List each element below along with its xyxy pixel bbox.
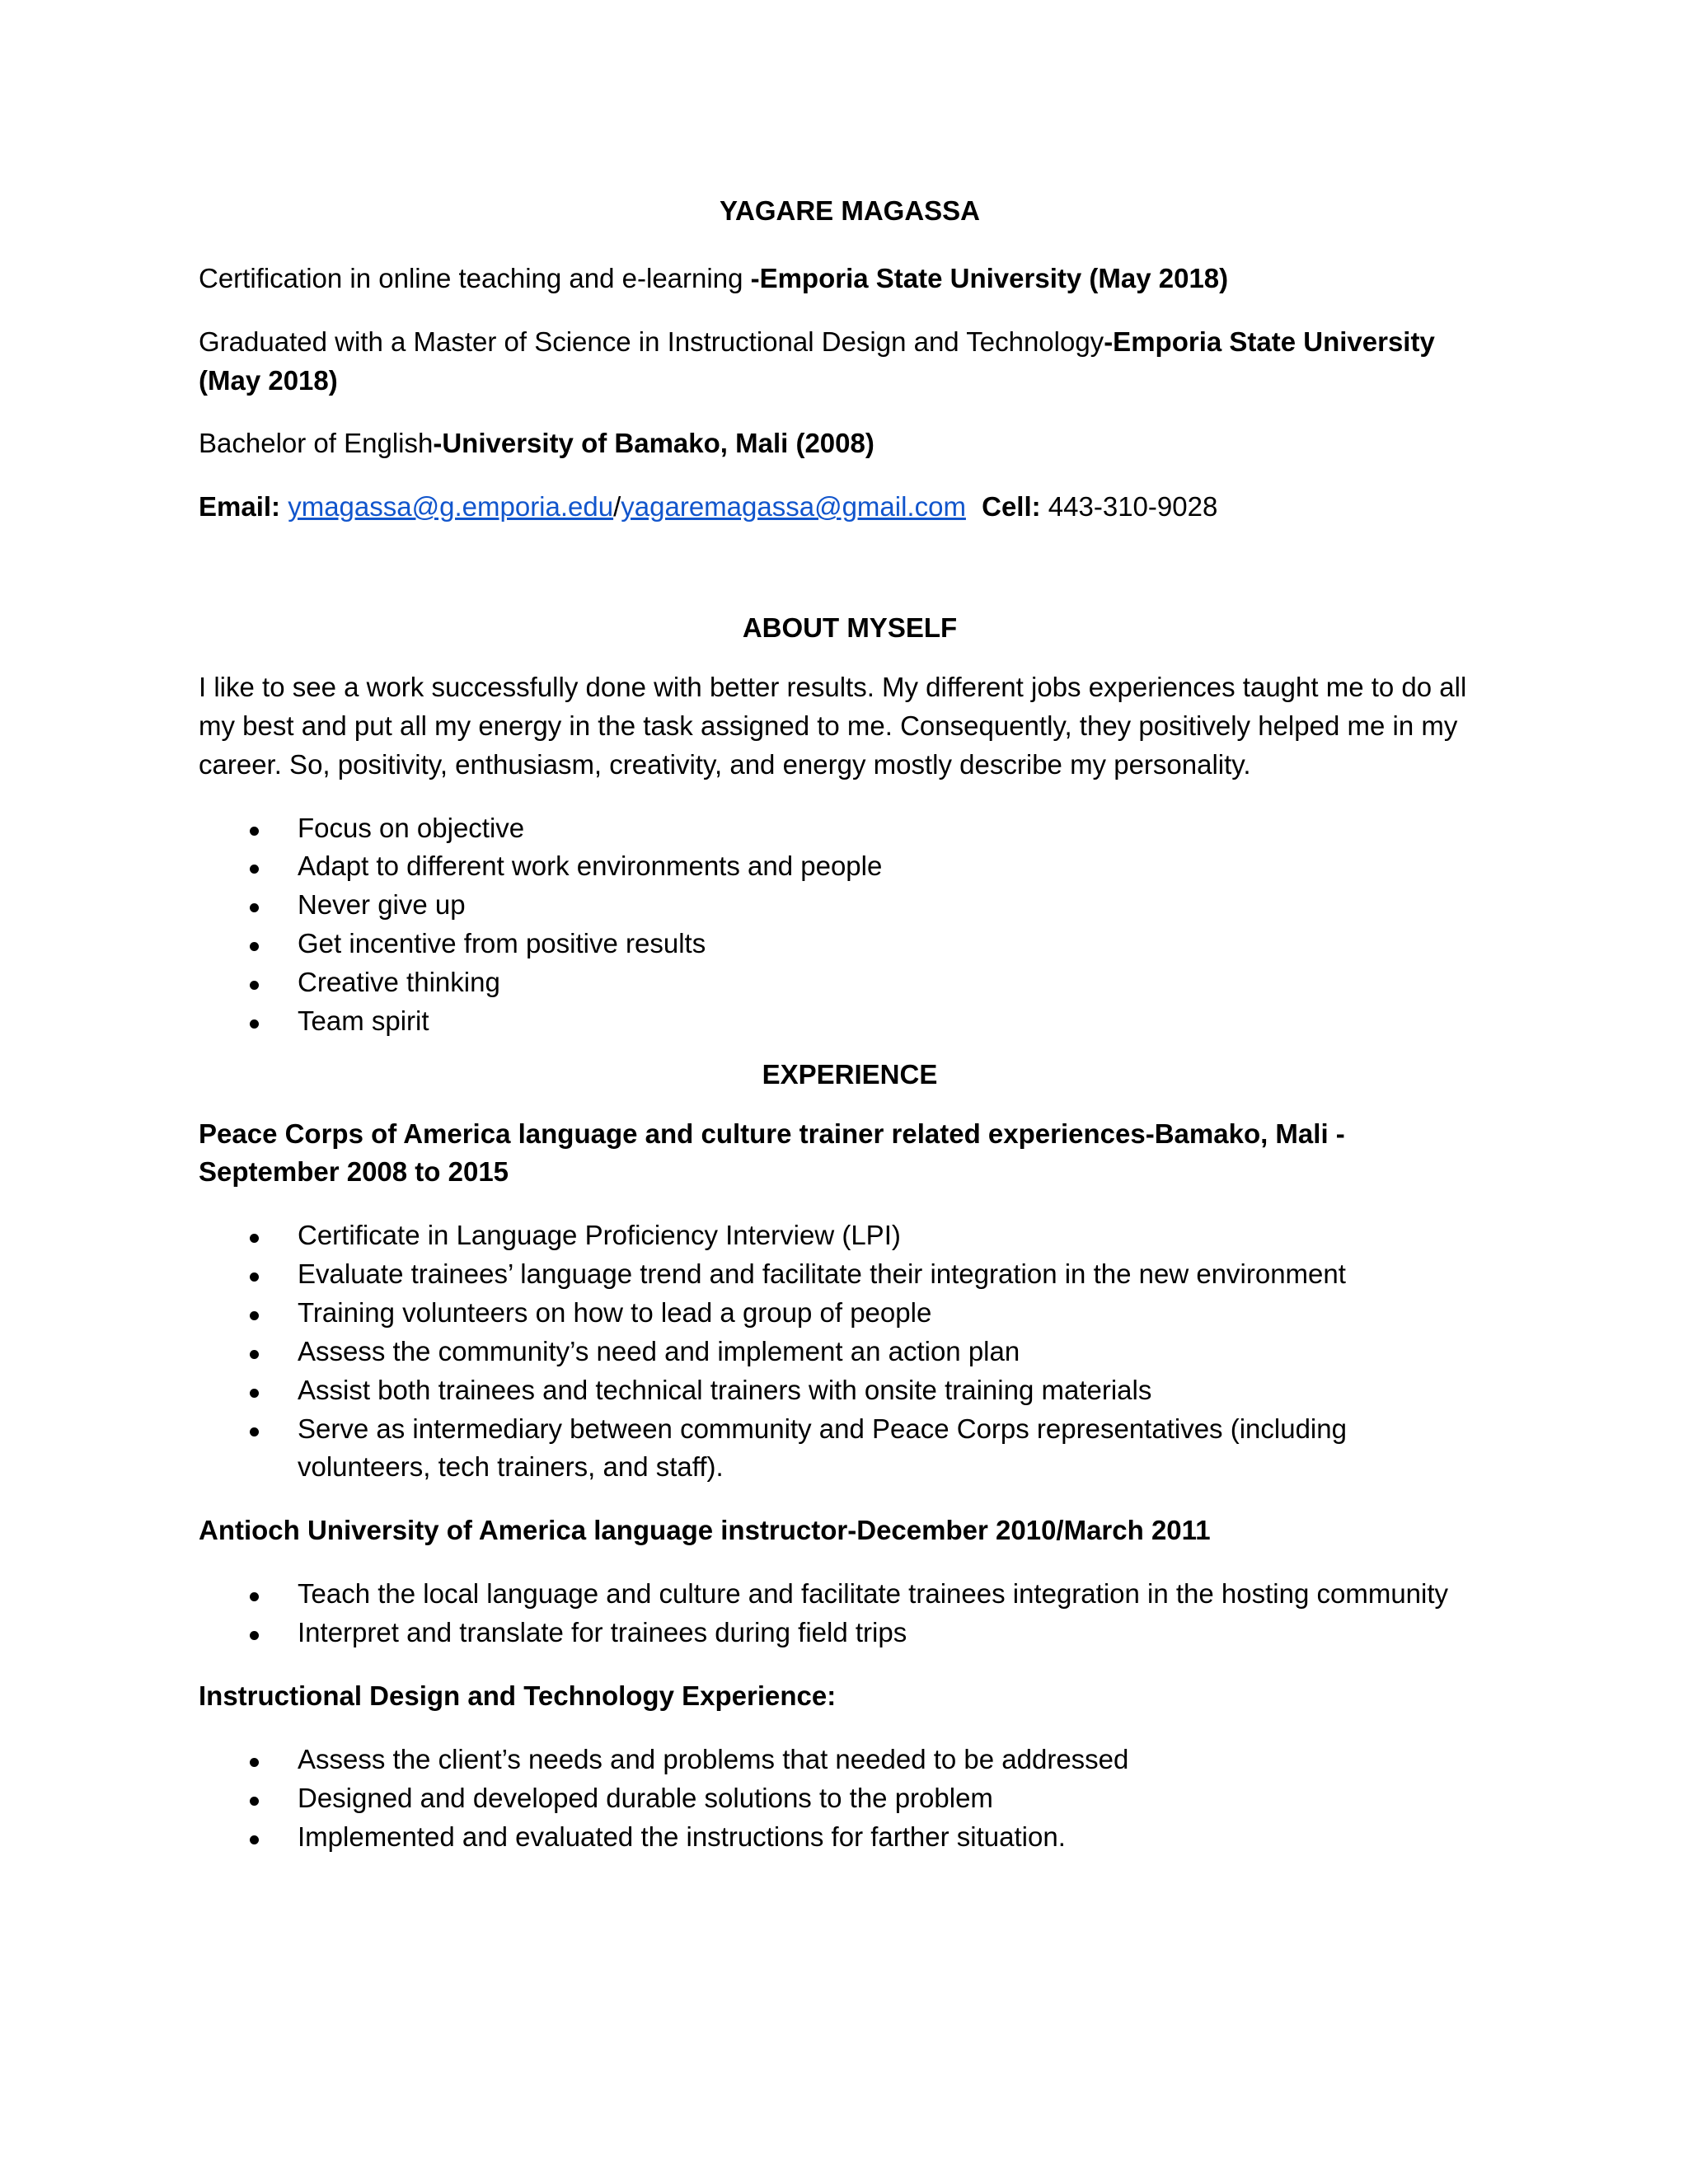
bullet-icon xyxy=(250,865,259,874)
about-paragraph: I like to see a work successfully done with better results. My different jobs experiences taught me to do all my best and put all my energy in the task assigned to me. Consequently, they positively helped me in my career. So, positivity, enthusiasm, creativity, and energy mostly describe my personality. xyxy=(199,672,1467,780)
bullet-icon xyxy=(250,981,259,990)
list-item-text: Creative thinking xyxy=(298,967,500,998)
bullet-icon xyxy=(250,1427,259,1436)
list-item-text: Interpret and translate for trainees during field trips xyxy=(298,1617,907,1648)
list-item xyxy=(199,809,1501,848)
list-item-text: Certificate in Language Proficiency Interview (LPI) xyxy=(298,1220,901,1251)
list-item-text: Assess the community’s need and implement an action plan xyxy=(298,1335,1020,1366)
list-item xyxy=(199,1741,1501,1779)
masters-institution: -Emporia State University (May 2018) xyxy=(199,326,1435,396)
list-item-text: Get incentive from positive results xyxy=(298,928,706,959)
list-item xyxy=(199,1333,1501,1371)
bachelor-institution: -University of Bamako, Mali (2008) xyxy=(433,428,874,459)
email-label: Email: xyxy=(199,491,281,523)
email-separator: / xyxy=(613,491,621,523)
email-link-secondary[interactable]: yagaremagassa@gmail.com xyxy=(621,491,966,523)
bullet-icon xyxy=(250,1311,259,1320)
certification-text: Certification in online teaching and e-learning xyxy=(199,262,751,293)
bullet-icon xyxy=(250,1350,259,1359)
masters-text: Graduated with a Master of Science in Instructional Design and Technology xyxy=(199,326,1104,357)
antioch-list xyxy=(199,1575,1501,1652)
list-item-text: Adapt to different work environments and people xyxy=(298,851,883,882)
resume-page xyxy=(199,192,1501,1856)
list-item xyxy=(199,925,1501,963)
list-item-text: Serve as intermediary between community and Peace Corps representatives (including volunteers, tech trainers, and staff). xyxy=(298,1413,1347,1483)
list-item-text: Assess the client’s needs and problems that needed to be addressed xyxy=(298,1743,1129,1774)
bullet-icon xyxy=(250,1631,259,1640)
bullet-icon xyxy=(250,1389,259,1398)
cell-label: Cell: xyxy=(982,491,1041,523)
list-item xyxy=(199,1216,1501,1255)
bullet-icon xyxy=(250,1835,259,1844)
list-item-text: Team spirit xyxy=(298,1005,429,1036)
bullet-icon xyxy=(250,1019,259,1029)
bullet-icon xyxy=(250,827,259,836)
bullet-icon xyxy=(250,1272,259,1282)
list-item xyxy=(199,1255,1501,1294)
list-item xyxy=(199,1002,1501,1041)
list-item-text: Assist both trainees and technical trainers with onsite training materials xyxy=(298,1374,1152,1405)
list-item xyxy=(199,886,1501,925)
list-item-text: Focus on objective xyxy=(298,812,525,843)
experience-heading: EXPERIENCE xyxy=(762,1058,938,1090)
certification-institution: -Emporia State University (May 2018) xyxy=(750,262,1229,293)
bullet-icon xyxy=(250,1592,259,1601)
bachelor-text: Bachelor of English xyxy=(199,428,434,459)
list-item xyxy=(199,1294,1501,1333)
contact-line xyxy=(199,488,1501,527)
list-item-text: Teach the local language and culture and facilitate trainees integration in the hosting community xyxy=(298,1578,1449,1610)
email-link-primary[interactable]: ymagassa@g.emporia.edu xyxy=(288,491,614,523)
list-item xyxy=(199,1614,1501,1652)
list-item xyxy=(199,1371,1501,1410)
list-item-text: Designed and developed durable solutions to the problem xyxy=(298,1782,993,1813)
bullet-icon xyxy=(250,1797,259,1806)
bullet-icon xyxy=(250,1234,259,1243)
list-item-text: Never give up xyxy=(298,889,466,921)
certification-line xyxy=(199,260,1501,298)
about-heading: ABOUT MYSELF xyxy=(742,612,958,644)
list-item xyxy=(199,1779,1501,1818)
bullet-icon xyxy=(250,903,259,912)
bullet-icon xyxy=(250,1758,259,1767)
idt-list xyxy=(199,1741,1501,1857)
list-item-text: Evaluate trainees’ language trend and facilitate their integration in the new environment xyxy=(298,1258,1346,1290)
bachelor-line xyxy=(199,424,1501,463)
peace-corps-list xyxy=(199,1216,1501,1487)
job-title-peace-corps: Peace Corps of America language and culture trainer related experiences-Bamako, Mali - September 2008 to 2015 xyxy=(199,1118,1345,1188)
list-item-text: Training volunteers on how to lead a group of people xyxy=(298,1297,932,1329)
about-list xyxy=(199,809,1501,1041)
masters-line xyxy=(199,323,1484,401)
list-item xyxy=(199,847,1501,886)
list-item xyxy=(199,1818,1501,1857)
list-item-text: Implemented and evaluated the instructions for farther situation. xyxy=(298,1821,1066,1852)
list-item xyxy=(199,963,1501,1002)
cell-number: 443-310-9028 xyxy=(1048,491,1218,523)
bullet-icon xyxy=(250,942,259,951)
list-item xyxy=(199,1410,1427,1488)
job-title-idt: Instructional Design and Technology Experience: xyxy=(199,1680,837,1711)
job-title-antioch: Antioch University of America language instructor-December 2010/March 2011 xyxy=(199,1515,1211,1546)
resume-name: YAGARE MAGASSA xyxy=(720,195,980,226)
list-item xyxy=(199,1575,1476,1614)
